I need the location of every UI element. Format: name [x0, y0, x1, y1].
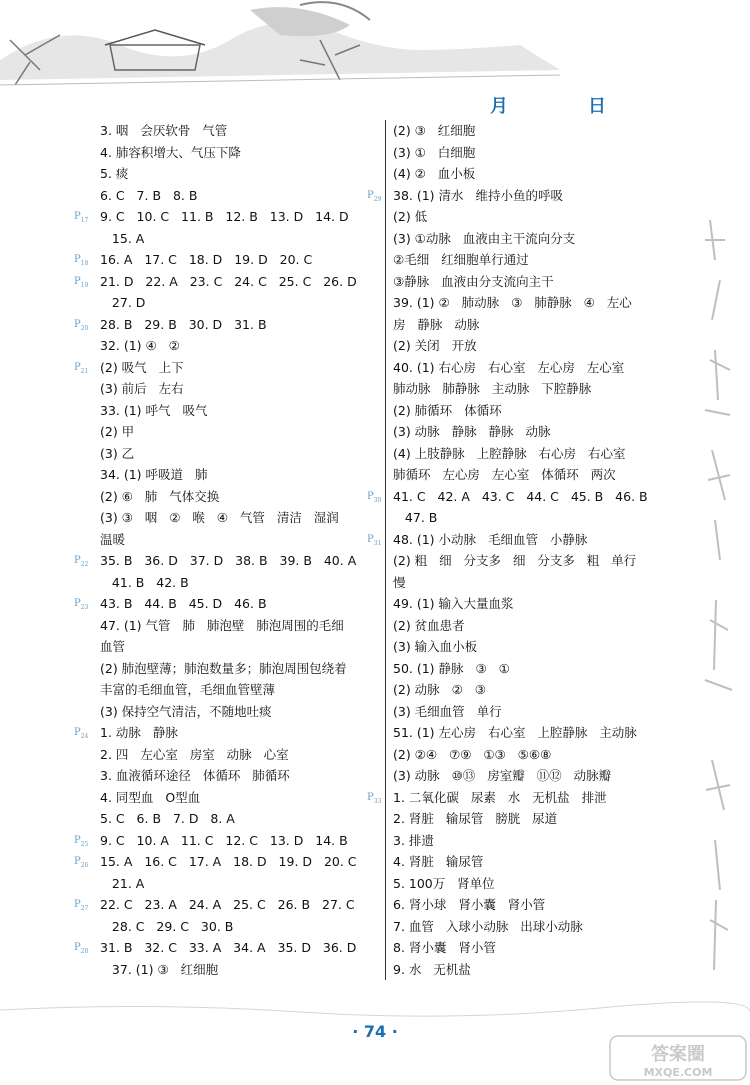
answer-text: (2) 肺循环 体循环 — [393, 402, 502, 418]
answer-line — [367, 486, 693, 508]
answer-text: 8. 肾小囊 肾小管 — [393, 940, 496, 955]
answer-text: (2) 贫血患者 — [393, 617, 465, 633]
answer-line — [393, 378, 693, 400]
answer-text: (2) 吸气 上下 — [100, 359, 184, 375]
page-reference-mark: $P_{23}$ — [74, 598, 89, 611]
answer-text: (3) 动脉 ⑩⑬ 房室瓣 ⑪⑫ 动脉瓣 — [393, 768, 612, 783]
answer-text: (2) 动脉 ② ③ — [393, 682, 486, 697]
answer-text: 9. C 10. C 11. B 12. B 13. D 14. D — [100, 209, 349, 224]
page-reference-mark: $P_{26}$ — [74, 856, 89, 869]
svg-text:MXQE.COM: MXQE.COM — [643, 1066, 713, 1079]
answer-line — [393, 228, 693, 250]
answer-line — [100, 615, 382, 637]
answer-text: 50. (1) 静脉 ③ ① — [393, 660, 510, 676]
svg-text:答案圈: 答案圈 — [651, 1044, 705, 1065]
answer-text: (4) 上肢静脉 上腔静脉 右心房 右心室 — [393, 445, 626, 461]
answer-text: 慢 — [393, 574, 406, 590]
answer-line — [74, 830, 382, 852]
answer-line — [393, 851, 693, 873]
answer-line — [393, 615, 693, 637]
answer-line — [74, 593, 382, 615]
answer-line — [100, 744, 382, 766]
answer-text: 肺循环 左心房 左心室 体循环 两次 — [393, 467, 616, 482]
answer-line — [393, 593, 693, 615]
answer-line — [393, 873, 693, 895]
page-reference-mark: $P_{29}$ — [367, 189, 382, 203]
answer-line — [100, 335, 382, 357]
answer-line — [74, 357, 382, 379]
page-reference-mark: $P_{28}$ — [74, 942, 89, 955]
answer-line — [100, 572, 382, 594]
answer-line — [393, 271, 693, 293]
answer-text: 15. A — [100, 230, 145, 246]
answer-line — [393, 357, 693, 379]
answer-text: 47. B — [393, 510, 438, 525]
page-reference-mark: $P_{30}$ — [367, 490, 382, 504]
answer-text: 21. A — [100, 875, 145, 891]
answer-text: 33. (1) 呼气 吸气 — [100, 402, 208, 418]
answer-text: 6. 肾小球 肾小囊 肾小管 — [393, 897, 546, 912]
answer-text: 1. 动脉 静脉 — [100, 725, 178, 740]
answer-line — [100, 636, 382, 658]
answer-line — [393, 163, 693, 185]
answer-line — [74, 851, 382, 873]
answer-text: (3) ③ 咽 ② 喉 ④ 气管 清洁 湿润 — [100, 510, 339, 525]
answer-text: (2) 粗 细 分支多 细 分支多 粗 单行 — [393, 553, 637, 568]
answer-text: 2. 四 左心室 房室 动脉 心室 — [100, 746, 289, 762]
answer-line — [100, 421, 382, 443]
answer-text: 28. C 29. C 30. B — [100, 918, 234, 934]
answer-text: 血管 — [100, 639, 126, 654]
answer-text: 1. 二氧化碳 尿素 水 无机盐 排泄 — [393, 789, 607, 805]
answer-line — [393, 959, 693, 981]
answer-text: (2) ⑥ 肺 气体交换 — [100, 488, 220, 504]
side-calligraphy-decoration — [690, 200, 750, 980]
answer-text: 温暖 — [100, 531, 126, 547]
answer-text: (3) 前后 左右 — [100, 381, 184, 396]
page-number: · 74 · — [352, 1022, 398, 1041]
answer-line — [393, 894, 693, 916]
answer-text: 16. A 17. C 18. D 19. D 20. C — [100, 252, 313, 267]
answer-line — [100, 142, 382, 164]
answer-line — [393, 679, 693, 701]
answer-text: 房 静脉 动脉 — [393, 316, 480, 332]
answer-line — [100, 507, 382, 529]
answer-text: 35. B 36. D 37. D 38. B 39. B 40. A — [100, 553, 357, 568]
answer-line — [393, 572, 693, 594]
answer-text: 31. B 32. C 33. A 34. A 35. D 36. D — [100, 940, 357, 955]
answer-text: (3) 毛细血管 单行 — [393, 703, 502, 719]
answer-line — [100, 916, 382, 938]
ink-landscape-banner — [0, 0, 750, 95]
answer-text: (2) 关闭 开放 — [393, 338, 477, 353]
answer-line — [100, 529, 382, 551]
answer-line — [393, 937, 693, 959]
answer-text: 丰富的毛细血管，毛细血管壁薄 — [100, 682, 276, 697]
answer-line — [100, 765, 382, 787]
left-answer-column — [74, 120, 382, 980]
answer-text: 37. (1) ③ 红细胞 — [100, 961, 219, 977]
answer-text: 4. 肺容积增大、气压下降 — [100, 144, 241, 160]
page-reference-mark: $P_{19}$ — [74, 275, 89, 289]
column-divider — [385, 120, 386, 980]
answer-line — [393, 335, 693, 357]
answer-text: 9. 水 无机盐 — [393, 961, 471, 977]
answer-text: (4) ② 血小板 — [393, 166, 476, 181]
answer-text: 28. B 29. B 30. D 31. B — [100, 316, 267, 332]
answer-text: 51. (1) 左心房 右心室 上腔静脉 主动脉 — [393, 725, 637, 740]
answer-line — [100, 185, 382, 207]
answer-text: 4. 同型血 O型血 — [100, 789, 201, 805]
answer-line — [100, 163, 382, 185]
answer-text: (2) ③ 红细胞 — [393, 123, 476, 138]
answer-line — [393, 120, 693, 142]
answer-text: 43. B 44. B 45. D 46. B — [100, 596, 267, 611]
answer-text: (3) 乙 — [100, 445, 135, 461]
answer-text: 49. (1) 输入大量血浆 — [393, 596, 514, 611]
right-answer-column — [367, 120, 693, 980]
answer-text: ②毛细 红细胞单行通过 — [393, 252, 529, 267]
answer-line — [100, 292, 382, 314]
answer-line — [393, 636, 693, 658]
answer-line — [393, 421, 693, 443]
answer-text: (3) ① 白细胞 — [393, 144, 476, 160]
answer-line — [100, 400, 382, 422]
answer-text: 47. (1) 气管 肺 肺泡壁 肺泡周围的毛细 — [100, 617, 344, 633]
answer-line — [367, 185, 693, 207]
answer-line — [393, 249, 693, 271]
answer-text: (2) 肺泡壁薄；肺泡数量多；肺泡周围包绕着 — [100, 660, 347, 676]
page-reference-mark: $P_{27}$ — [74, 899, 89, 912]
page-reference-mark: $P_{21}$ — [74, 361, 89, 375]
answer-text: 22. C 23. A 24. A 25. C 26. B 27. C — [100, 897, 355, 912]
answer-line — [393, 722, 693, 744]
answer-text: ③静脉 血液由分支流向主干 — [393, 273, 554, 289]
answer-line — [393, 464, 693, 486]
page-reference-mark: $P_{25}$ — [74, 834, 89, 848]
answer-line — [100, 701, 382, 723]
answer-text: 27. D — [100, 295, 146, 310]
month-label: 月 — [490, 96, 508, 117]
answer-line — [393, 658, 693, 680]
answer-line — [100, 787, 382, 809]
answer-line — [74, 894, 382, 916]
answer-line — [393, 830, 693, 852]
answer-text: 2. 肾脏 输尿管 膀胱 尿道 — [393, 811, 558, 826]
answer-text: 肺动脉 肺静脉 主动脉 下腔静脉 — [393, 381, 592, 396]
answer-line — [393, 550, 693, 572]
answer-line — [367, 787, 693, 809]
answer-text: 41. B 42. B — [100, 574, 189, 590]
answer-line — [100, 378, 382, 400]
day-label: 日 — [588, 96, 606, 117]
answer-line — [393, 400, 693, 422]
answer-line — [74, 722, 382, 744]
answer-line — [100, 228, 382, 250]
answer-text: 6. C 7. B 8. B — [100, 187, 198, 203]
answer-text: 5. C 6. B 7. D 8. A — [100, 811, 235, 826]
page-reference-mark: $P_{18}$ — [74, 254, 89, 267]
answer-line — [100, 443, 382, 465]
watermark-logo — [608, 1030, 748, 1085]
answer-text: (3) 保持空气清洁，不随地吐痰 — [100, 703, 272, 719]
bottom-wave-decoration — [0, 1000, 750, 1020]
page-reference-mark: $P_{24}$ — [74, 727, 89, 740]
answer-line — [393, 701, 693, 723]
answer-line — [393, 507, 693, 529]
answer-text: 32. (1) ④ ② — [100, 338, 180, 353]
page-reference-mark: $P_{22}$ — [74, 555, 89, 568]
page-reference-mark: $P_{17}$ — [74, 211, 89, 224]
answer-line — [393, 808, 693, 830]
answer-text: 40. (1) 右心房 右心室 左心房 左心室 — [393, 359, 625, 375]
answer-line — [74, 550, 382, 572]
answer-line — [100, 120, 382, 142]
answer-text: 4. 肾脏 输尿管 — [393, 854, 484, 869]
answer-line — [100, 464, 382, 486]
answer-line — [100, 808, 382, 830]
answer-text: 39. (1) ② 肺动脉 ③ 肺静脉 ④ 左心 — [393, 295, 632, 310]
answer-line — [393, 443, 693, 465]
answer-line — [100, 658, 382, 680]
answer-text: (2) 甲 — [100, 424, 135, 439]
answer-text: 15. A 16. C 17. A 18. D 19. D 20. C — [100, 854, 357, 869]
answer-line — [100, 486, 382, 508]
answer-text: 5. 100万 肾单位 — [393, 875, 495, 891]
answer-text: 9. C 10. A 11. C 12. C 13. D 14. B — [100, 832, 348, 848]
page-reference-mark: $P_{33}$ — [367, 791, 382, 805]
answer-line — [393, 206, 693, 228]
answer-text: 41. C 42. A 43. C 44. C 45. B 46. B — [393, 488, 648, 504]
answer-line — [393, 142, 693, 164]
answer-text: (3) 输入血小板 — [393, 639, 478, 654]
answer-line — [74, 271, 382, 293]
answer-line — [100, 679, 382, 701]
answer-text: 5. 痰 — [100, 166, 129, 181]
answer-text: 38. (1) 清水 维持小鱼的呼吸 — [393, 187, 563, 203]
date-header — [490, 92, 620, 116]
answer-text: (3) 动脉 静脉 静脉 动脉 — [393, 424, 551, 439]
answer-text: 3. 血液循环途径 体循环 肺循环 — [100, 768, 290, 783]
answer-line — [74, 314, 382, 336]
answer-line — [74, 249, 382, 271]
answer-line — [393, 744, 693, 766]
page-reference-mark: $P_{20}$ — [74, 318, 89, 332]
answer-line — [367, 529, 693, 551]
answer-line — [393, 916, 693, 938]
answer-line — [393, 765, 693, 787]
answer-line — [74, 937, 382, 959]
answer-text: (2) 低 — [393, 209, 428, 224]
answer-line — [393, 314, 693, 336]
answer-text: 21. D 22. A 23. C 24. C 25. C 26. D — [100, 273, 357, 289]
page-reference-mark: $P_{31}$ — [367, 533, 382, 547]
answer-text: 48. (1) 小动脉 毛细血管 小静脉 — [393, 531, 588, 547]
answer-text: 34. (1) 呼吸道 肺 — [100, 467, 208, 482]
answer-line — [100, 873, 382, 895]
answer-line — [74, 206, 382, 228]
answer-text: 7. 血管 入球小动脉 出球小动脉 — [393, 918, 583, 934]
answer-text: (2) ②④ ⑦⑨ ①③ ⑤⑥⑧ — [393, 746, 552, 762]
answer-line — [393, 292, 693, 314]
answer-text: 3. 排遗 — [393, 832, 434, 848]
answer-text: (3) ①动脉 血液由主干流向分支 — [393, 230, 576, 246]
answer-text: 3. 咽 会厌软骨 气管 — [100, 123, 228, 138]
answer-line — [100, 959, 382, 981]
